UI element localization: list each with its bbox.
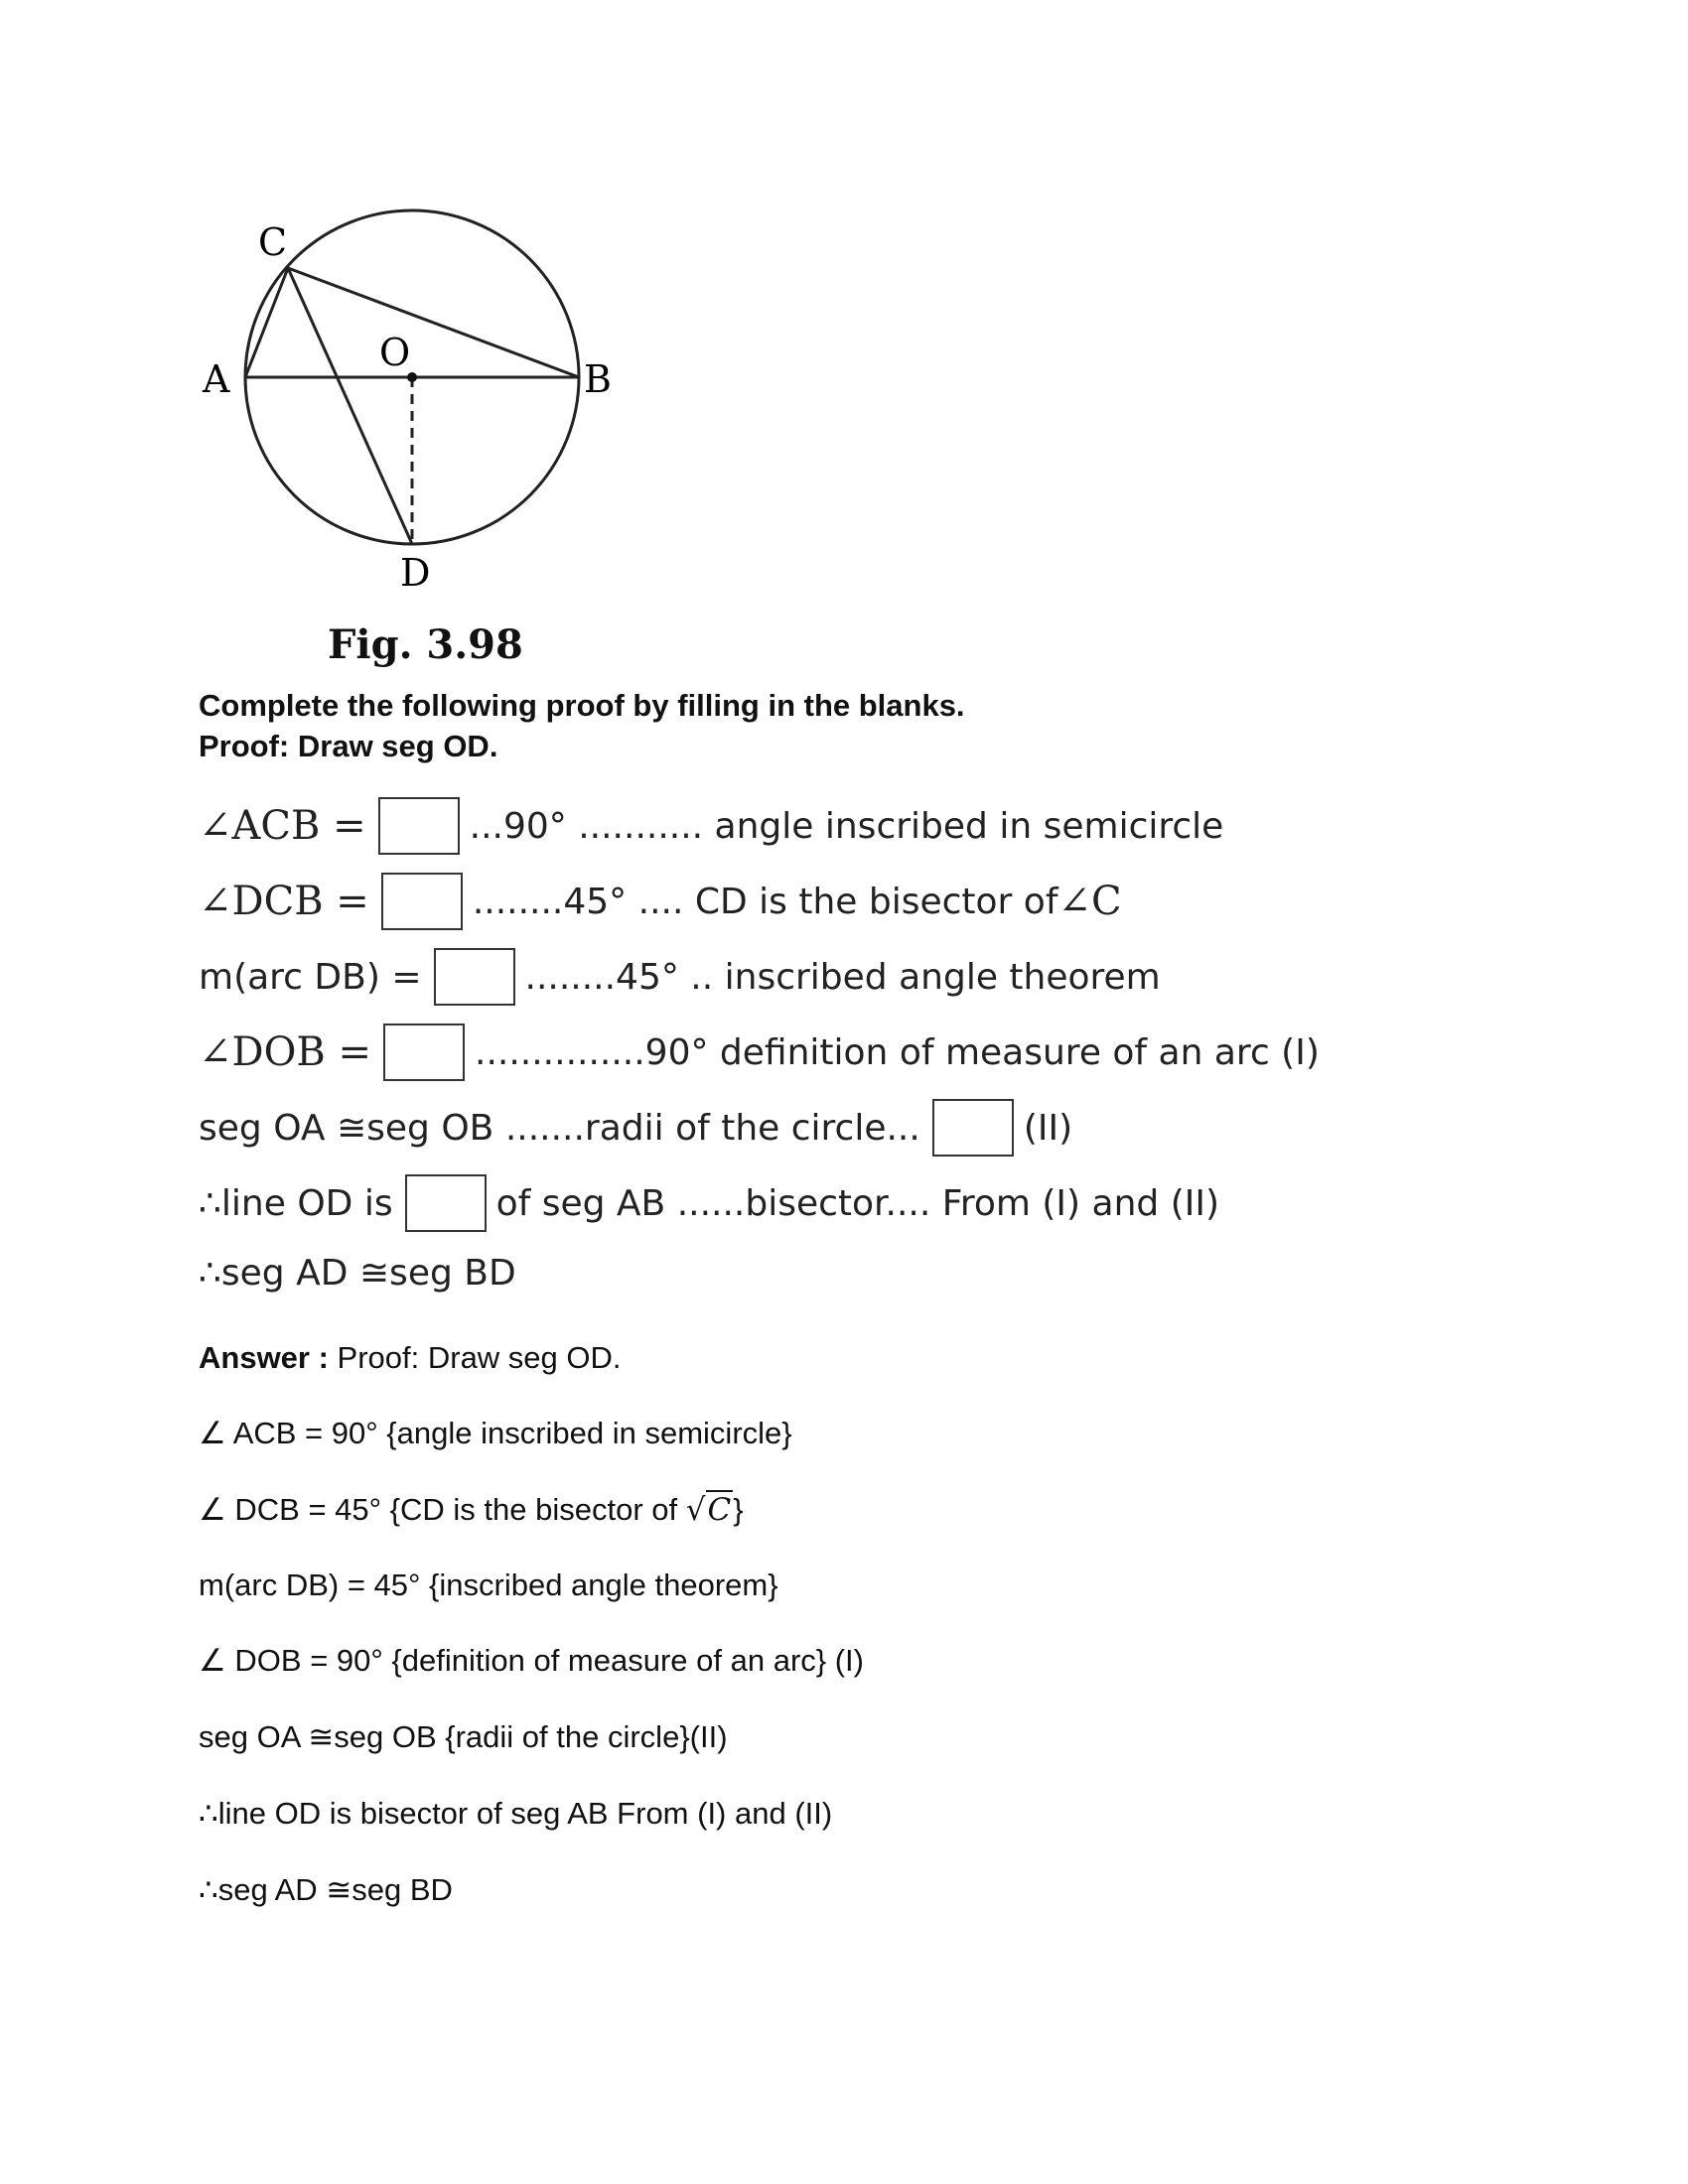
step-5-suffix: (II) — [1023, 1107, 1073, 1149]
answer-line-2-text: ∠ DCB = 45° {CD is the bisector of — [199, 1492, 686, 1527]
chord-ca — [245, 268, 288, 377]
blank-3[interactable] — [434, 948, 515, 1006]
answer-line-7: ∴seg AD ≅seg BD — [199, 1872, 453, 1907]
figure-caption: Fig. 3.98 — [328, 621, 523, 668]
answer-intro: Proof: Draw seg OD. — [328, 1340, 622, 1375]
answer-heading — [199, 1340, 622, 1376]
answer-line-2 — [199, 1492, 744, 1528]
label-d: D — [400, 551, 431, 595]
blank-1[interactable] — [378, 797, 460, 855]
step-4 — [199, 1021, 1320, 1084]
circle-figure — [189, 189, 645, 606]
step-2 — [199, 870, 1122, 933]
step-7-prefix: ∴seg AD ≅seg BD — [199, 1252, 516, 1294]
question-line-2: Proof: Draw seg OD. — [199, 729, 498, 763]
label-o: O — [379, 331, 411, 374]
label-c: C — [258, 220, 288, 264]
label-b: B — [584, 357, 612, 401]
step-1-prefix: ∠ACB = — [199, 803, 366, 849]
step-3-suffix: ........45° .. inscribed angle theorem — [524, 956, 1161, 998]
question-line-1: Complete the following proof by filling in the blanks. — [199, 688, 965, 723]
answer-label: Answer : — [199, 1340, 329, 1375]
sqrt-symbol: √C — [685, 1492, 732, 1528]
step-6-prefix: ∴line OD is — [199, 1182, 393, 1224]
step-2-suffix: ........45° .... CD is the bisector of — [472, 881, 1058, 922]
blank-4[interactable] — [383, 1024, 465, 1081]
chord-cd — [288, 268, 412, 544]
step-3-prefix: m(arc DB) = — [199, 956, 422, 998]
step-7 — [199, 1241, 516, 1304]
answer-line-6: ∴line OD is bisector of seg AB From (I) and (II) — [199, 1796, 833, 1831]
chord-cb — [288, 268, 579, 377]
step-2-prefix: ∠DCB = — [199, 879, 369, 924]
blank-6[interactable] — [405, 1174, 487, 1232]
step-5 — [199, 1096, 1072, 1160]
blank-5[interactable] — [932, 1099, 1014, 1157]
blank-2[interactable] — [381, 873, 463, 930]
step-1 — [199, 794, 1223, 858]
answer-line-2-close: } — [733, 1492, 744, 1527]
answer-line-3: m(arc DB) = 45° {inscribed angle theorem} — [199, 1568, 778, 1602]
sqrt-radicand: C — [707, 1492, 732, 1528]
step-6-suffix: of seg AB ......bisector.... From (I) and (II) — [495, 1182, 1220, 1224]
label-a: A — [203, 357, 230, 401]
answer-line-1: ∠ ACB = 90° {angle inscribed in semicircle} — [199, 1416, 792, 1450]
answer-line-4: ∠ DOB = 90° {definition of measure of an arc} (I) — [199, 1643, 864, 1678]
step-2-tail: ∠C — [1057, 879, 1122, 924]
step-1-suffix: ...90° ........... angle inscribed in semicircle — [469, 805, 1224, 847]
step-6 — [199, 1171, 1219, 1235]
step-4-suffix: ...............90° definition of measure of an arc (I) — [475, 1031, 1320, 1073]
question-text — [199, 685, 965, 766]
step-4-prefix: ∠DOB = — [199, 1029, 372, 1075]
step-3 — [199, 945, 1161, 1009]
step-5-prefix: seg OA ≅seg OB .......radii of the circle... — [199, 1107, 920, 1149]
answer-line-5: seg OA ≅seg OB {radii of the circle}(II) — [199, 1719, 728, 1754]
